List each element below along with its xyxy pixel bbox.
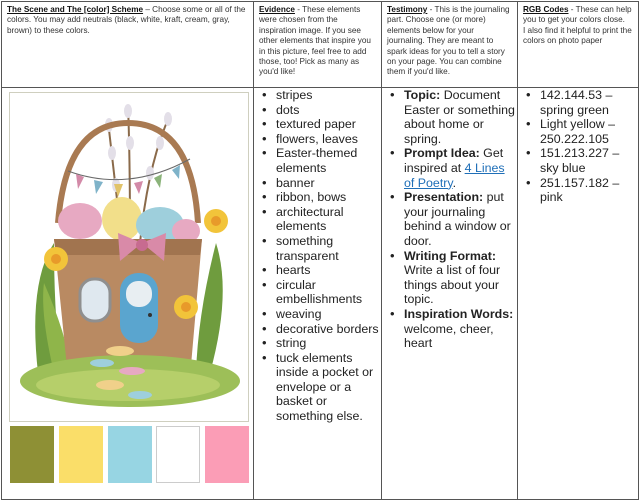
evidence-item: • something transparent: [276, 234, 381, 263]
evidence-item: • dots: [276, 103, 381, 118]
rgb-item: • 151.213.227 – sky blue: [540, 146, 638, 175]
swatch-spring-green: [10, 426, 54, 483]
topic-label: Topic:: [404, 88, 441, 102]
evidence-item: • stripes: [276, 88, 381, 103]
testimony-cell: [382, 88, 518, 500]
rgb-header-title: RGB Codes: [523, 5, 569, 14]
rgb-header-text-2: I also find it helpful to print the colors on photo paper: [523, 25, 632, 46]
easter-house-illustration: [10, 93, 248, 421]
content-row: [2, 88, 639, 500]
rgb-header-text: - These can help you to get your colors close.: [523, 5, 632, 25]
rgb-cell: [518, 88, 639, 500]
header-row: [2, 2, 639, 88]
testimony-prompt: [404, 146, 517, 190]
evidence-header-text: - These elements were chosen from the inspiration image. If you see other elements that inspire you in this picture, feel free to add those, too! Pick as many as you'd like!: [259, 5, 371, 77]
rgb-item: • 142.144.53 – spring green: [540, 88, 638, 117]
color-swatches: [10, 426, 250, 484]
evidence-item: • tuck elements inside a pocket or envelope or a basket or something else.: [276, 351, 381, 424]
evidence-item: • banner: [276, 176, 381, 191]
prompt-text: Get inspired at: [404, 146, 504, 175]
presentation-text: put your journaling behind a window or door.: [404, 190, 511, 248]
evidence-item: • architectural elements: [276, 205, 381, 234]
scene-header-title: The Scene and The [color] Scheme: [7, 5, 144, 14]
evidence-cell: [254, 88, 382, 500]
testimony-list: [382, 88, 517, 351]
testimony-format: [404, 249, 517, 307]
format-text: Write a list of four things about your topic.: [404, 263, 501, 307]
format-label: Writing Format:: [404, 248, 497, 263]
evidence-item: • decorative borders: [276, 322, 381, 337]
swatch-white: [156, 426, 200, 483]
testimony-header-text: - This is the journaling part. Choose one (or more) elements below for your journaling. They are meant to spark ideas for you to tell a story on your page. You can combine them if you'd like.: [387, 5, 510, 77]
evidence-item: • hearts: [276, 263, 381, 278]
swatch-light-yellow: [59, 426, 103, 483]
topic-text: Document Easter or something about home or spring.: [404, 88, 515, 146]
evidence-list: [254, 88, 381, 424]
rgb-item: • 251.157.182 – pink: [540, 176, 638, 205]
swatch-sky-blue: [108, 426, 152, 483]
inspiration-image: [9, 92, 249, 422]
testimony-topic: [404, 88, 517, 146]
prompt-label: Prompt Idea:: [404, 146, 480, 161]
scene-header-text: – Choose some or all of the colors. You may add neutrals (black, white, kraft, cream, gray, brown) to these colors.: [7, 5, 246, 35]
evidence-item: • string: [276, 336, 381, 351]
evidence-item: • weaving: [276, 307, 381, 322]
rgb-header: [518, 2, 638, 47]
evidence-header-title: Evidence: [259, 5, 295, 14]
rgb-item: • Light yellow – 250.222.105: [540, 117, 638, 146]
evidence-item: • textured paper: [276, 117, 381, 132]
testimony-header: [382, 2, 517, 78]
scene-header: [2, 2, 253, 36]
testimony-words: [404, 307, 517, 351]
swatch-pink: [205, 426, 249, 483]
testimony-header-title: Testimony: [387, 5, 428, 14]
words-text: welcome, cheer, heart: [404, 321, 494, 351]
color-challenge-table: [1, 1, 639, 500]
scene-cell: [2, 88, 254, 500]
testimony-presentation: [404, 190, 517, 248]
prompt-end: .: [452, 175, 457, 190]
poetry-link[interactable]: 4 Lines of Poetry: [404, 160, 505, 190]
rgb-list: [518, 88, 638, 205]
evidence-item: • flowers, leaves: [276, 132, 381, 147]
evidence-header: [254, 2, 381, 78]
words-label: Inspiration Words:: [404, 306, 514, 321]
presentation-label: Presentation:: [404, 190, 484, 205]
evidence-item: • ribbon, bows: [276, 190, 381, 205]
evidence-item: • Easter-themed elements: [276, 146, 381, 175]
evidence-item: • circular embellishments: [276, 278, 381, 307]
